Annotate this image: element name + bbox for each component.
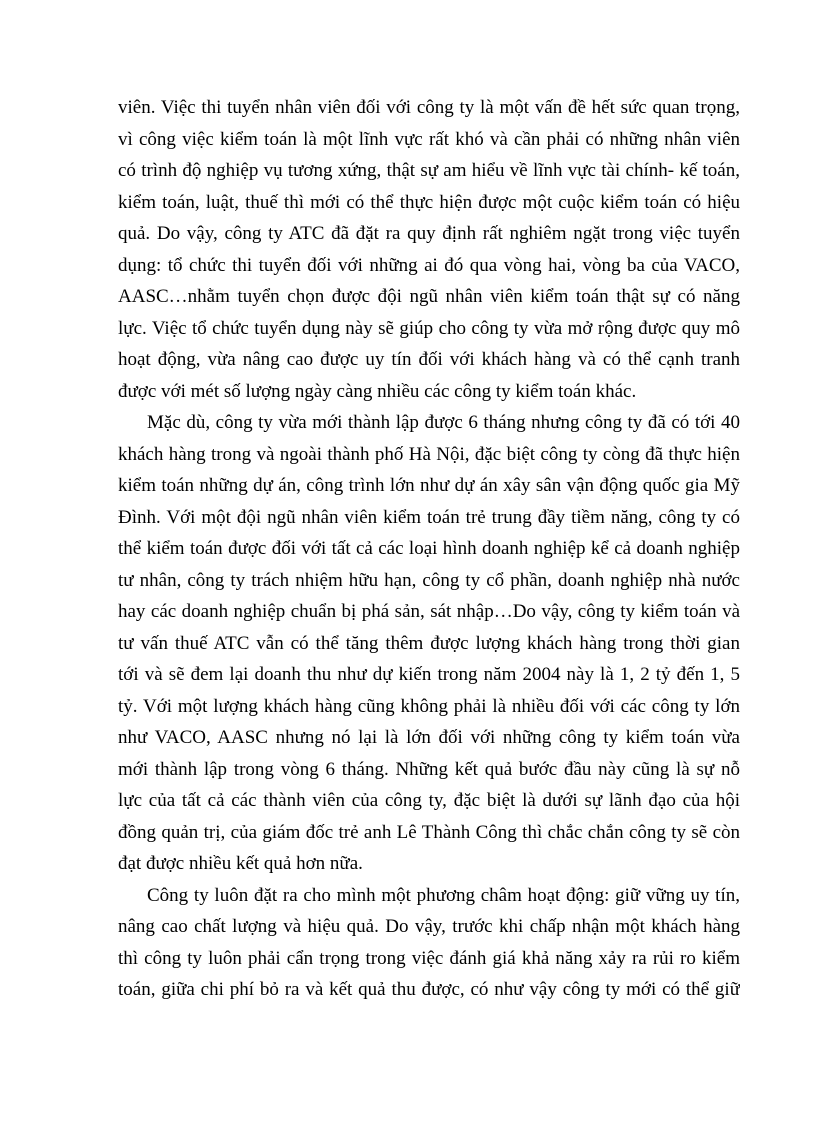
body-text (118, 92, 740, 1006)
text-line: đồng quản trị, của giám đốc trẻ anh Lê Thành Công thì chắc chắn công ty sẽ còn (118, 821, 740, 843)
text-line: lực của tất cả các thành viên của công ty, đặc biệt là dưới sự lãnh đạo của hội (118, 790, 740, 811)
text-line: hay các doanh nghiệp chuẩn bị phá sản, sát nhập…Do vậy, công ty kiểm toán và (118, 601, 740, 622)
text-line: kiểm toán những dự án, công trình lớn như dự án xây sân vận động quốc gia Mỹ (118, 475, 740, 496)
text-line: mới thành lập trong vòng 6 tháng. Những kết quả bước đầu này cũng là sự nỗ (118, 758, 740, 780)
text-line: như VACO, AASC nhưng nó lại là lớn đối với những công ty kiểm toán vừa (118, 727, 740, 748)
text-line: AASC…nhằm tuyển chọn được đội ngũ nhân viên kiểm toán thật sự có năng (118, 286, 740, 307)
text-line: có trình độ nghiệp vụ tương xứng, thật sự am hiểu về lĩnh vực tài chính- kế toán, (118, 160, 740, 181)
text-line: viên. Việc thi tuyển nhân viên đối với công ty là một vấn đề hết sức quan trọng, (118, 97, 740, 118)
text-line: thì công ty luôn phải cẩn trọng trong việc đánh giá khả năng xảy ra rủi ro kiểm (118, 947, 740, 969)
text-line: quả. Do vậy, công ty ATC đã đặt ra quy định rất nghiêm ngặt trong việc tuyển (118, 223, 740, 244)
text-line: Đình. Với một đội ngũ nhân viên kiểm toán trẻ trung đầy tiềm năng, công ty có (118, 506, 740, 528)
text-line: tới và sẽ đem lại doanh thu như dự kiến trong năm 2004 này là 1, 2 tỷ đến 1, 5 (118, 664, 740, 685)
text-line: Mặc dù, công ty vừa mới thành lập được 6 tháng nhưng công ty đã có tới 40 (147, 412, 740, 433)
text-line: hoạt động, vừa nâng cao được uy tín đối với khách hàng và có thể cạnh tranh (118, 349, 740, 370)
text-line: dụng: tổ chức thi tuyển đối với những ai đó qua vòng hai, vòng ba của VACO, (118, 254, 740, 276)
text-line: nâng cao chất lượng và hiệu quả. Do vậy, trước khi chấp nhận một khách hàng (118, 916, 740, 937)
text-line: khách hàng trong và ngoài thành phố Hà Nội, đặc biệt công ty còng đã thực hiện (118, 443, 740, 465)
text-line: thể kiểm toán được đối với tất cả các loại hình doanh nghiệp kể cả doanh nghiệp (118, 538, 740, 559)
text-line: tỷ. Với một lượng khách hàng cũng không phải là nhiều đối với các công ty lớn (118, 695, 740, 717)
text-line: toán, giữa chi phí bỏ ra và kết quả thu được, có như vậy công ty mới có thể giữ (118, 979, 740, 1000)
text-line: tư vấn thuế ATC vẫn có thể tăng thêm được lượng khách hàng trong thời gian (118, 632, 740, 654)
text-line: Công ty luôn đặt ra cho mình một phương châm hoạt động: giữ vững uy tín, (147, 884, 740, 906)
text-line: kiểm toán, luật, thuế thì mới có thể thực hiện được một cuộc kiểm toán có hiệu (118, 191, 740, 213)
text-line: đạt được nhiều kết quả hơn nữa. (118, 853, 363, 874)
text-line: vì công việc kiểm toán là một lĩnh vực rất khó và cần phải có những nhân viên (118, 128, 740, 150)
text-line: lực. Việc tổ chức tuyển dụng này sẽ giúp cho công ty vừa mở rộng được quy mô (118, 317, 740, 339)
text-line: tư nhân, công ty trách nhiệm hữu hạn, công ty cổ phần, doanh nghiệp nhà nước (118, 569, 740, 591)
text-line: được với mét số lượng ngày càng nhiều các công ty kiểm toán khác. (118, 380, 637, 402)
